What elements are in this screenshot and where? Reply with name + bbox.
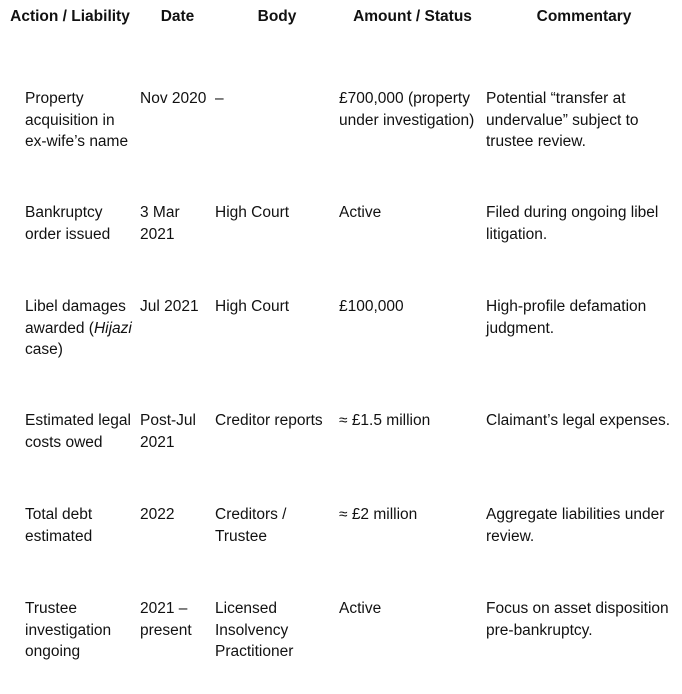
cell-amount: Active xyxy=(339,204,382,221)
header-amount-status: Amount / Status xyxy=(353,8,472,25)
cell-body: Creditors / Trustee xyxy=(215,506,287,545)
cell-action xyxy=(0,296,140,410)
cell-amount: Active xyxy=(339,600,382,617)
cell-commentary: Potential “transfer at undervalue” subject to trustee review. xyxy=(486,90,639,150)
cell-date: 2022 xyxy=(140,506,175,523)
cell-action: Trustee investigation ongoing xyxy=(25,600,112,660)
table-header-row xyxy=(0,0,682,88)
cell-commentary: High-profile defamation judgment. xyxy=(486,298,647,337)
cell-amount: ≈ £2 million xyxy=(339,506,418,523)
cell-date: Post-Jul 2021 xyxy=(140,412,196,451)
header-action-liability: Action / Liability xyxy=(10,8,130,25)
table-row xyxy=(0,598,682,678)
table-row xyxy=(0,88,682,202)
cell-commentary: Focus on asset disposition pre-bankruptcy. xyxy=(486,600,669,639)
cell-action-text-end: case) xyxy=(25,341,63,358)
cell-date: 3 Mar 2021 xyxy=(140,204,180,243)
cell-date: Jul 2021 xyxy=(140,298,199,315)
header-date: Date xyxy=(160,8,195,25)
cell-body: – xyxy=(215,90,224,107)
cell-action: Bankruptcy order issued xyxy=(25,204,111,243)
cell-date: 2021 – present xyxy=(140,600,192,639)
cell-action: Property acquisition in ex-wife’s name xyxy=(25,90,129,150)
table-row xyxy=(0,504,682,598)
header-commentary: Commentary xyxy=(536,8,632,25)
table-row xyxy=(0,202,682,296)
cell-body: Creditor reports xyxy=(215,412,323,429)
cell-action-text: Libel damages awarded ( xyxy=(25,298,126,337)
cell-amount: ≈ £1.5 million xyxy=(339,412,431,429)
cell-body: High Court xyxy=(215,298,290,315)
cell-body: High Court xyxy=(215,204,290,221)
cell-commentary: Aggregate liabilities under review. xyxy=(486,506,665,545)
cell-commentary: Filed during ongoing libel litigation. xyxy=(486,204,659,243)
table-row xyxy=(0,296,682,410)
case-name: Hijazi xyxy=(93,319,132,337)
cell-action: Estimated legal costs owed xyxy=(25,412,131,451)
table-row xyxy=(0,410,682,504)
cell-commentary: Claimant’s legal expenses. xyxy=(486,412,671,429)
cell-body: Licensed Insolvency Practitioner xyxy=(215,600,294,660)
header-body: Body xyxy=(257,8,297,25)
cell-amount: £100,000 xyxy=(339,298,404,315)
cell-date: Nov 2020 xyxy=(140,90,207,107)
cell-amount: £700,000 (property under investigation) xyxy=(339,90,475,129)
cell-action: Total debt estimated xyxy=(25,506,93,545)
